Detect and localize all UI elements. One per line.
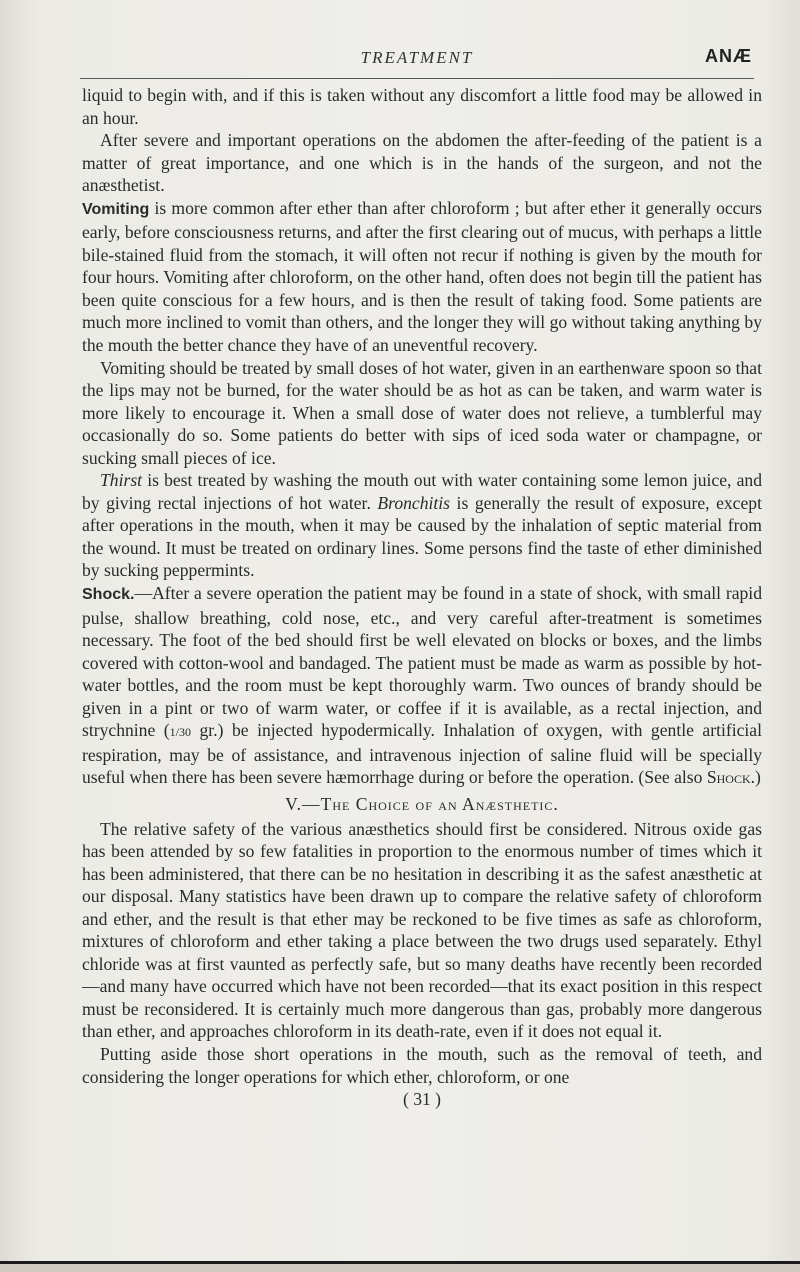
section-tab: ANÆ — [705, 46, 752, 66]
cross-reference: Shock — [706, 767, 751, 788]
bottom-edge-shadow — [0, 1264, 800, 1272]
paragraph-vomiting — [82, 197, 762, 357]
paragraph-text: —After a severe operation the patient may be found in a state of shock, with small rapid pulse, shallow breathing, cold nose, etc., and very careful after-treatment is sometimes necessary. The foot of the bed should first be well elevated on blocks or boxes, and the limbs covered with cotton-wool and bandaged. The patient must be made as warm as possible by hot-water bottles, and the room must be kept thoroughly warm. Two ounces of brandy should be given in a pint or two of warm water, or coffee if it is available, as a rectal injection, and strychnine ( — [82, 583, 762, 741]
page-number: ( 31 ) — [402, 1089, 442, 1110]
fraction: 1/30 — [169, 725, 191, 740]
paragraph-text: is more common after ether than after chloroform ; but after ether it generally occurs early, before consciousness returns, and after the first clearing out of mucus, with perhaps a little bile-stained fluid from the stomach, it will often not recur if nothing is given by the mouth for four hours. Vomiting after chloroform, on the other hand, often does not begin till the patient has been quite conscious for a few hours, and is then the result of taking food. Some patients are much more inclined to vomit than others, and the longer they will go without taking anything by the mouth the better chance they have of an uneventful recovery. — [82, 197, 762, 356]
paragraph-text: .) — [750, 767, 761, 788]
running-title: TREATMENT — [360, 48, 474, 67]
paragraph-text: is best treated by washing the mouth out with water containing some lemon juice, and by giving rectal injections of hot water. — [82, 470, 762, 513]
paragraph-thirst — [82, 469, 762, 582]
paragraph: Vomiting should be treated by small doses of hot water, given in an earthenware spoon so that the lips may not be burned, for the water should be as hot as can be taken, and warm water is more likely to encourage it. When a small dose of water does not relieve, a tumblerful may occasionally do so. Some patients do better with sips of iced soda water or champagne, or sucking small pieces of ice. — [82, 357, 762, 468]
paragraph: Putting aside those short operations in the mouth, such as the removal of teeth, and considering the longer operations for which ether, chloroform, or one — [82, 1043, 762, 1087]
paragraph-shock — [82, 582, 762, 789]
paragraph-text: is generally the result of exposure, except after operations in the mouth, when it may be caused by the inhalation of septic material from the wound. It must be treated on ordinary lines. Some persons find the taste of ether diminished by sucking peppermints. — [82, 492, 762, 581]
run-in-heading: Bronchitis — [377, 492, 451, 513]
paragraph: liquid to begin with, and if this is taken without any discomfort a little food may be allowed in an hour. — [82, 85, 762, 128]
paragraph: The relative safety of the various anæsthetics should first be considered. Nitrous oxide gas has been attended by so few fatalities in proportion to the enormous number of times which it has been administered, that there can be no hesitation in describing it as the safest anæsthetic at our disposal. Many statistics have been drawn up to compare the relative safety of chloroform and ether, and the result is that ether may be reckoned to be five times as safe as chloroform, mixtures of chloroform and ether taking a place between the two drugs used separately. Ethyl chloride was at first vaunted as perfectly safe, but so many deaths have recently been recorded—and many have occurred which have not been recorded—that its exact position in this respect must be reconsidered. It is certainly much more dangerous than gas, probably more dangerous than ether, and approaches chloroform in its death-rate, even if it does not equal it. — [82, 818, 762, 1042]
body-text — [82, 84, 762, 1111]
section-heading: V.—The Choice of an Anæsthetic. — [285, 793, 559, 814]
paragraph: After severe and important operations on the abdomen the after-feeding of the patient is a matter of great importance, and one which is in the hands of the surgeon, and not the anæsthetist. — [82, 130, 762, 196]
paragraph-text: gr.) be injected hypodermically. Inhalation of oxygen, with gentle artificial respiration, may be of assistance, and intravenous injection of saline fluid will be specially useful when there has been severe hæmorrhage during or before the operation. (See also — [82, 720, 762, 788]
run-in-heading: Shock. — [82, 586, 135, 604]
running-header — [80, 42, 754, 79]
run-in-heading: Vomiting — [82, 200, 150, 218]
run-in-heading: Thirst — [100, 470, 143, 491]
